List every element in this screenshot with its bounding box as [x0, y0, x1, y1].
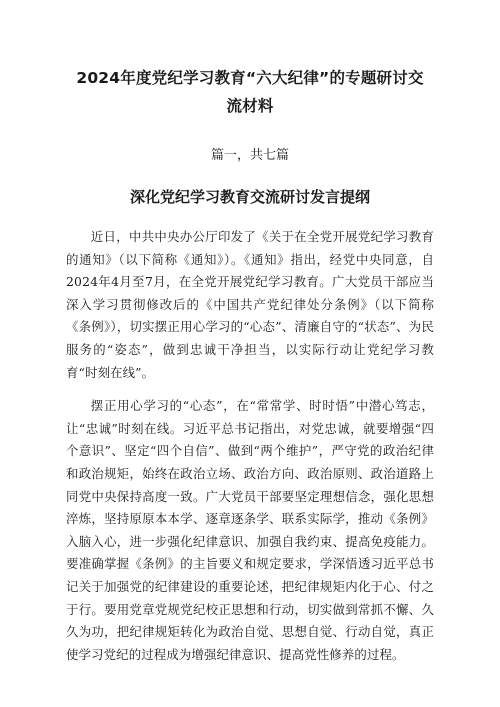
body-paragraph-1: 近日，中共中央办公厅印发了《关于在全党开展党纪学习教育的通知》（以下简称《通知》）。《通知》指出，经党中央同意，自2024年4月至7月，在全党开展党纪学习教育。广大党员干部应当深入学习贯彻修改后的《中国共产党纪律处分条例》（以下简称《条例》），切实摆正用心学习的“心态”、清廉自守的“状态”、为民服务的“姿态”，做到忠诚干净担当，以实际行动让党纪学习教育“时刻在线”。 — [66, 229, 434, 380]
part-label: 篇一，共七篇 — [210, 148, 289, 163]
body-paragraph-2: 摆正用心学习的“心态”，在“常常学、时时悟”中潜心笃志，让“忠诚”时刻在线。习近平总书记指出，对党忠诚，就要增强“四个意识”、坚定“四个自信”、做到“两个维护”，严守党的政治纪律和政治规矩，始终在政治立场、政治方向、政治原则、政治道路上同党中央保持高度一致。广大党员干部要坚定理想信念，强化思想淬炼，坚持原原本本学、逐章逐条学、联系实际学，推动《条例》入脑入心，进一步强化纪律意识、加强自我约束、提高免疫能力。要准确掌握《条例》的主旨要义和规定要求，学深悟透习近平总书记关于加强党的纪律建设的重要论述，把纪律规矩内化于心、付之于行。要用党章党规党纪校正思想和行动，切实做到常抓不懈、久久为功，把纪律规矩转化为政治自觉、思想自觉、行动自觉，真正使学习党纪的过程成为增强纪律意识、提高党性修养的过程。 — [66, 398, 434, 662]
section-title: 深化党纪学习教育交流研讨发言提纲 — [129, 188, 370, 206]
document-title: 2024年度党纪学习教育“六大纪律”的专题研讨交流材料 — [76, 69, 424, 115]
